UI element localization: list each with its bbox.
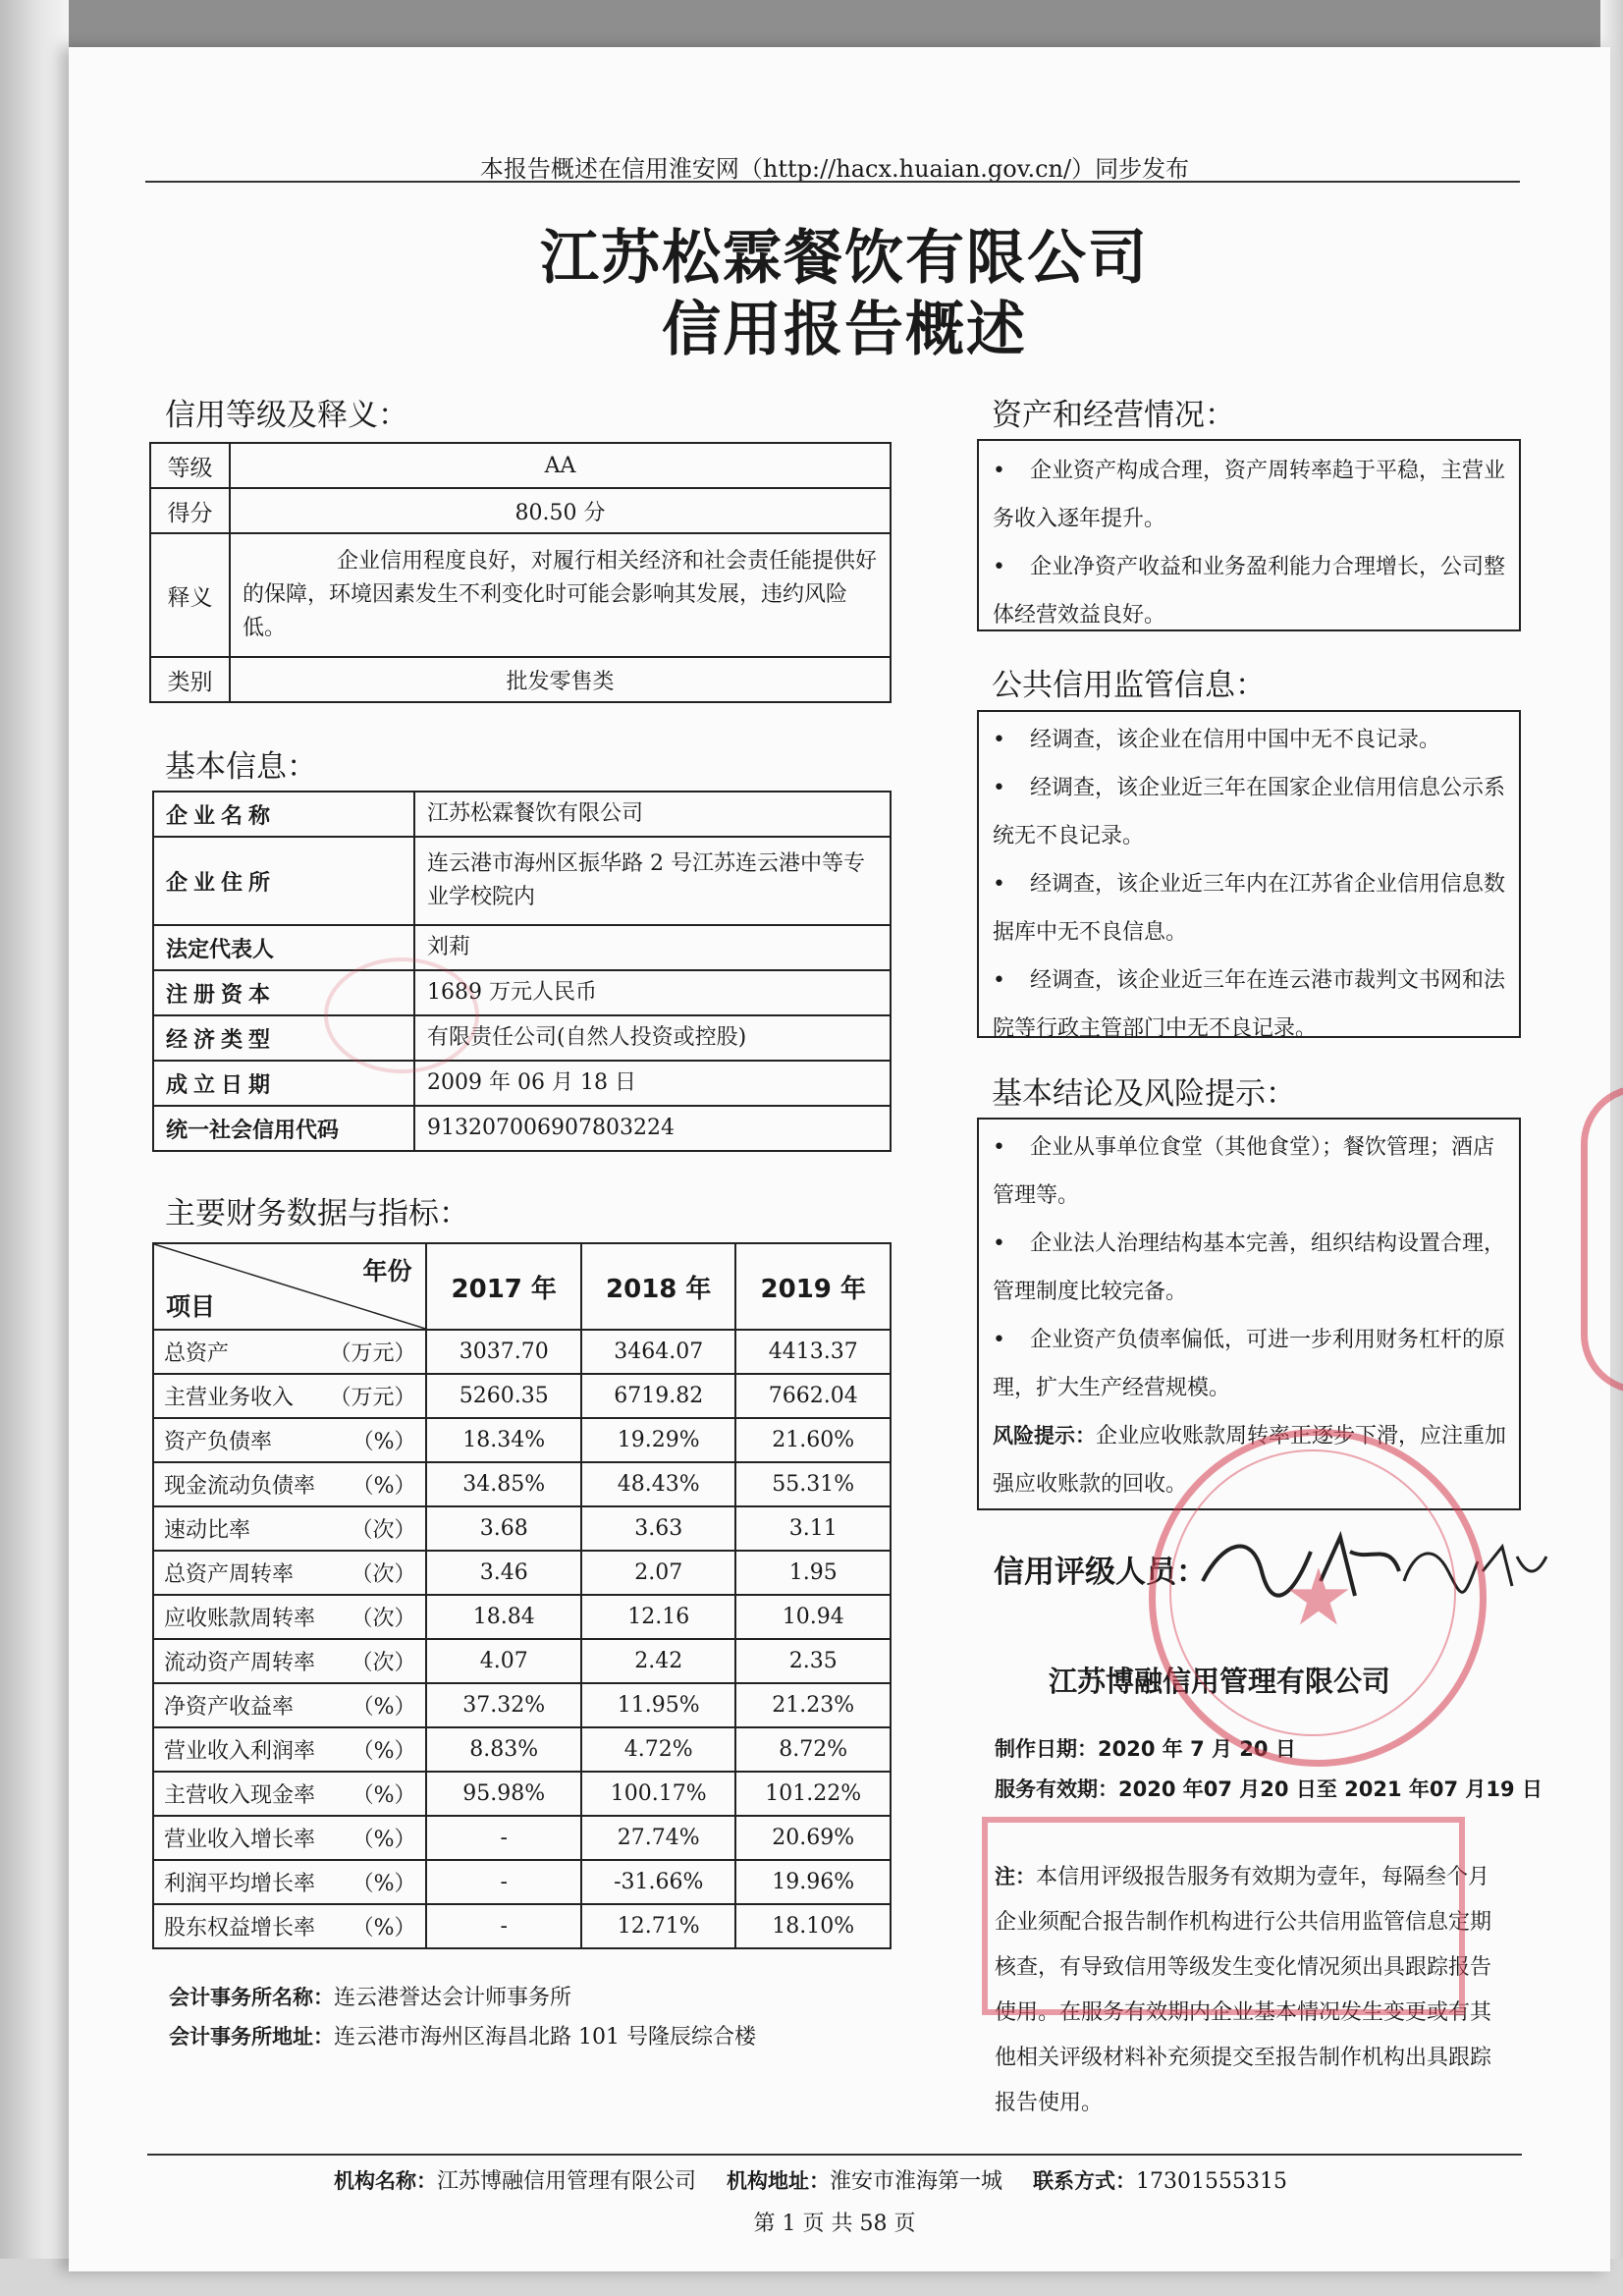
finance-row-label: [153, 1772, 426, 1816]
rating-row-grade: [150, 443, 891, 488]
seal-star-icon: ★: [1283, 1552, 1354, 1643]
basic-label: 企业住所: [153, 837, 414, 925]
footer-org-value: 江苏博融信用管理有限公司: [437, 2169, 697, 2194]
basic-row: [153, 925, 891, 970]
metric-value: 18.10%: [735, 1904, 891, 1948]
finance-row: [153, 1330, 891, 1374]
metric-value: 6719.82: [581, 1374, 736, 1418]
metric-value: 37.32%: [426, 1683, 581, 1727]
conclusion-item: • 企业资产负债率偏低，可进一步利用财务杠杆的原理，扩大生产经营规模。: [993, 1328, 1506, 1400]
finance-row: [153, 1462, 891, 1506]
metric-unit: （%）: [352, 1695, 416, 1720]
finance-row-label: [153, 1418, 426, 1462]
metric-value: 8.72%: [735, 1727, 891, 1772]
basic-row: [153, 970, 891, 1015]
basic-label: 成立日期: [153, 1061, 414, 1106]
metric-name: 现金流动负债率: [164, 1474, 316, 1499]
metric-value: 5260.35: [426, 1374, 581, 1418]
year-2019: 2019 年: [735, 1243, 891, 1330]
company-seal: [1149, 1429, 1487, 1767]
metric-value: 27.74%: [581, 1816, 736, 1860]
metric-name: 营业收入利润率: [164, 1739, 316, 1764]
basic-label: 统一社会信用代码: [153, 1106, 414, 1151]
binding-strip: [0, 0, 69, 2296]
basic-heading: 基本信息：: [165, 749, 317, 785]
metric-value: 10.94: [735, 1595, 891, 1639]
metric-value: 19.96%: [735, 1860, 891, 1904]
faint-seal: [324, 957, 479, 1073]
finance-row-label: [153, 1595, 426, 1639]
legal-rep-value: 刘莉: [414, 925, 891, 970]
metric-unit: （%）: [352, 1828, 416, 1852]
metric-unit: （次）: [351, 1607, 416, 1631]
metric-name: 股东权益增长率: [164, 1916, 316, 1941]
rating-label: 类别: [150, 657, 230, 702]
founded-date-value: 2009 年 06 月 18 日: [414, 1061, 891, 1106]
assets-heading: 资产和经营情况：: [992, 398, 1235, 433]
metric-value: 21.23%: [735, 1683, 891, 1727]
metric-value: 3037.70: [426, 1330, 581, 1374]
issuer-company: 江苏博融信用管理有限公司: [1049, 1665, 1391, 1698]
issue-date-label: 制作日期：: [995, 1737, 1098, 1761]
footer-rule: [147, 2154, 1522, 2156]
metric-unit: （万元）: [329, 1386, 416, 1410]
metric-value: 3464.07: [581, 1330, 736, 1374]
rating-table: [149, 442, 892, 703]
metric-unit: （万元）: [329, 1341, 416, 1366]
company-address-value: 连云港市海州区振华路 2 号江苏连云港中等专业学校院内: [414, 837, 891, 925]
report-title-line1: 江苏松霖餐饮有限公司: [540, 224, 1149, 293]
metric-value: 3.63: [581, 1506, 736, 1551]
finance-row: [153, 1506, 891, 1551]
metric-name: 利润平均增长率: [164, 1872, 316, 1896]
finance-row: [153, 1904, 891, 1948]
footer-contact-value: 17301555315: [1136, 2169, 1287, 2194]
metric-value: 21.60%: [735, 1418, 891, 1462]
validity-label: 服务有效期：: [995, 1777, 1118, 1801]
metric-value: 3.46: [426, 1551, 581, 1595]
basic-label: 注册资本: [153, 970, 414, 1015]
metric-name: 速动比率: [164, 1518, 251, 1543]
metric-name: 营业收入增长率: [164, 1828, 316, 1852]
metric-unit: （%）: [352, 1739, 416, 1764]
metric-unit: （次）: [351, 1651, 416, 1675]
assets-item: • 企业资产构成合理，资产周转率趋于平稳，主营业务收入逐年提升。: [993, 459, 1506, 531]
metric-value: 3.11: [735, 1506, 891, 1551]
footer-contact-label: 联系方式：: [1033, 2169, 1137, 2193]
footer-info: [334, 2164, 1287, 2195]
finance-header-row: [153, 1243, 891, 1330]
finance-row-label: [153, 1639, 426, 1683]
finance-row-label: [153, 1506, 426, 1551]
basic-row: [153, 1106, 891, 1151]
metric-value: 100.17%: [581, 1772, 736, 1816]
conclusion-item: • 企业从事单位食堂（其他食堂）；餐饮管理；酒店管理等。: [993, 1135, 1495, 1208]
metric-value: 18.84: [426, 1595, 581, 1639]
public-item: • 经调查，该企业近三年在连云港市裁判文书网和法院等行政主管部门中无不良记录。: [993, 968, 1506, 1041]
metric-value: -: [426, 1904, 581, 1948]
firm-name-value: 连云港誉达会计师事务所: [334, 1986, 572, 2010]
metric-value: 4413.37: [735, 1330, 891, 1374]
metric-value: 8.83%: [426, 1727, 581, 1772]
basic-label: 企业名称: [153, 792, 414, 837]
finance-row-label: [153, 1551, 426, 1595]
finance-row: [153, 1860, 891, 1904]
metric-value: 7662.04: [735, 1374, 891, 1418]
rating-label: 等级: [150, 443, 230, 488]
metric-value: -31.66%: [581, 1860, 736, 1904]
rating-score-value: 80.50 分: [230, 488, 891, 533]
firm-address-line: [169, 2020, 756, 2050]
metric-value: 18.34%: [426, 1418, 581, 1462]
header-note: 本报告概述在信用淮安网（http://hacx.huaian.gov.cn/）同步发布: [479, 155, 1190, 183]
rating-label: 得分: [150, 488, 230, 533]
metric-value: 95.98%: [426, 1772, 581, 1816]
rating-definition-value: 企业信用程度良好，对履行相关经济和社会责任能提供好的保障，环境因素发生不利变化时可能会影响其发展，违约风险低。: [230, 533, 891, 657]
metric-value: 4.07: [426, 1639, 581, 1683]
page-number: 第 1 页 共 58 页: [753, 2212, 916, 2236]
basic-row: [153, 837, 891, 925]
metric-value: 3.68: [426, 1506, 581, 1551]
finance-row: [153, 1551, 891, 1595]
metric-name: 总资产周转率: [164, 1562, 295, 1587]
finance-row: [153, 1727, 891, 1772]
rating-grade-value: AA: [230, 443, 891, 488]
finance-row: [153, 1772, 891, 1816]
metric-value: -: [426, 1816, 581, 1860]
finance-row: [153, 1595, 891, 1639]
finance-body: [153, 1330, 891, 1948]
metric-unit: （%）: [352, 1474, 416, 1499]
rating-category-value: 批发零售类: [230, 657, 891, 702]
metric-value: 20.69%: [735, 1816, 891, 1860]
metric-unit: （%）: [352, 1872, 416, 1896]
rating-label: 释义: [150, 533, 230, 657]
report-title-line2: 信用报告概述: [662, 296, 1027, 364]
corner-year-label: 年份: [362, 1257, 412, 1285]
finance-row-label: [153, 1374, 426, 1418]
validity-value: 2020 年07 月20 日至 2021 年07 月19 日: [1118, 1777, 1542, 1801]
metric-value: 2.42: [581, 1639, 736, 1683]
footer-org-label: 机构名称：: [334, 2169, 437, 2193]
metric-value: 11.95%: [581, 1683, 736, 1727]
rect-seal: [982, 1817, 1465, 2015]
risk-text: 企业应收账款周转率正逐步下滑，应注重加强应收账款的回收。: [993, 1424, 1507, 1497]
finance-row-label: [153, 1904, 426, 1948]
basic-row: [153, 1061, 891, 1106]
note-text: 本信用评级报告服务有效期为壹年，每隔叁个月企业须配合报告制作机构进行公共信用监管信息定期核查，有导致信用等级发生变化情况须出具跟踪报告使用。在服务有效期内企业基本情况发生变更或有其他相关评级材料补充须提交至报告制作机构出具跟踪报告使用。: [995, 1865, 1492, 2115]
metric-value: 2.35: [735, 1639, 891, 1683]
finance-row-label: [153, 1727, 426, 1772]
header-rule: [145, 181, 1520, 183]
issue-date-value: 2020 年 7 月 20 日: [1098, 1737, 1296, 1761]
finance-corner-cell: [153, 1243, 426, 1330]
side-seal: [1581, 1085, 1623, 1394]
rating-row-definition: [150, 533, 891, 657]
conclusion-heading: 基本结论及风险提示：: [992, 1076, 1296, 1112]
metric-unit: （次）: [351, 1518, 416, 1543]
finance-row: [153, 1639, 891, 1683]
metric-value: 2.07: [581, 1551, 736, 1595]
metric-name: 总资产: [164, 1341, 230, 1366]
finance-row-label: [153, 1860, 426, 1904]
metric-value: 34.85%: [426, 1462, 581, 1506]
footer-addr-label: 机构地址：: [727, 2169, 831, 2193]
rating-heading: 信用等级及释义：: [165, 398, 408, 433]
basic-row: [153, 792, 891, 837]
finance-heading: 主要财务数据与指标：: [165, 1196, 469, 1231]
metric-name: 应收账款周转率: [164, 1607, 316, 1631]
finance-row-label: [153, 1462, 426, 1506]
rating-row-score: [150, 488, 891, 533]
metric-value: 4.72%: [581, 1727, 736, 1772]
basic-row: [153, 1015, 891, 1061]
metric-value: 48.43%: [581, 1462, 736, 1506]
basic-label: 经济类型: [153, 1015, 414, 1061]
finance-row-label: [153, 1330, 426, 1374]
public-item: • 经调查，该企业近三年在国家企业信用信息公示系统无不良记录。: [993, 776, 1506, 848]
metric-value: 19.29%: [581, 1418, 736, 1462]
risk-label: 风险提示：: [993, 1424, 1096, 1448]
finance-row: [153, 1374, 891, 1418]
metric-value: 12.16: [581, 1595, 736, 1639]
metric-unit: （次）: [351, 1562, 416, 1587]
metric-name: 主营业务收入: [164, 1386, 295, 1410]
metric-value: -: [426, 1860, 581, 1904]
corner-item-label: 项目: [166, 1292, 216, 1321]
metric-name: 流动资产周转率: [164, 1651, 316, 1675]
year-2018: 2018 年: [581, 1243, 736, 1330]
raters-heading: 信用评级人员：: [994, 1555, 1207, 1590]
finance-table: [152, 1242, 892, 1949]
finance-row: [153, 1816, 891, 1860]
metric-name: 资产负债率: [164, 1430, 273, 1454]
company-name-value: 江苏松霖餐饮有限公司: [414, 792, 891, 837]
metric-unit: （%）: [352, 1783, 416, 1808]
metric-value: 55.31%: [735, 1462, 891, 1506]
registered-capital-value: 1689 万元人民币: [414, 970, 891, 1015]
economic-type-value: 有限责任公司(自然人投资或控股): [414, 1015, 891, 1061]
firm-name-line: [169, 1981, 571, 2011]
finance-row-label: [153, 1683, 426, 1727]
footer-addr-value: 淮安市淮海第一城: [830, 2169, 1003, 2194]
metric-value: 101.22%: [735, 1772, 891, 1816]
basic-label: 法定代表人: [153, 925, 414, 970]
metric-name: 主营收入现金率: [164, 1783, 316, 1808]
metric-name: 净资产收益率: [164, 1695, 295, 1720]
metric-unit: （%）: [352, 1916, 416, 1941]
metric-value: 12.71%: [581, 1904, 736, 1948]
rating-row-category: [150, 657, 891, 702]
conclusion-item: • 企业法人治理结构基本完善，组织结构设置合理，管理制度比较完备。: [993, 1231, 1506, 1304]
basic-info-table: [152, 791, 892, 1152]
validity-line: [995, 1774, 1542, 1803]
finance-row: [153, 1683, 891, 1727]
assets-box: [977, 439, 1521, 631]
credit-code-value: 913207006907803224: [414, 1106, 891, 1151]
metric-unit: （%）: [352, 1430, 416, 1454]
metric-value: 1.95: [735, 1551, 891, 1595]
firm-address-label: 会计事务所地址：: [169, 2025, 334, 2049]
public-heading: 公共信用监管信息：: [992, 668, 1266, 703]
finance-row-label: [153, 1816, 426, 1860]
assets-item: • 企业净资产收益和业务盈利能力合理增长，公司整体经营效益良好。: [993, 555, 1506, 628]
note-label: 注：: [995, 1865, 1036, 1888]
firm-name-label: 会计事务所名称：: [169, 1986, 334, 2009]
firm-address-value: 连云港市海州区海昌北路 101 号隆辰综合楼: [334, 2025, 756, 2050]
finance-row: [153, 1418, 891, 1462]
public-box: [977, 710, 1521, 1041]
year-2017: 2017 年: [426, 1243, 581, 1330]
public-item: • 经调查，该企业近三年内在江苏省企业信用信息数据库中无不良信息。: [993, 872, 1506, 945]
public-item: • 经调查，该企业在信用中国中无不良记录。: [993, 728, 1441, 752]
